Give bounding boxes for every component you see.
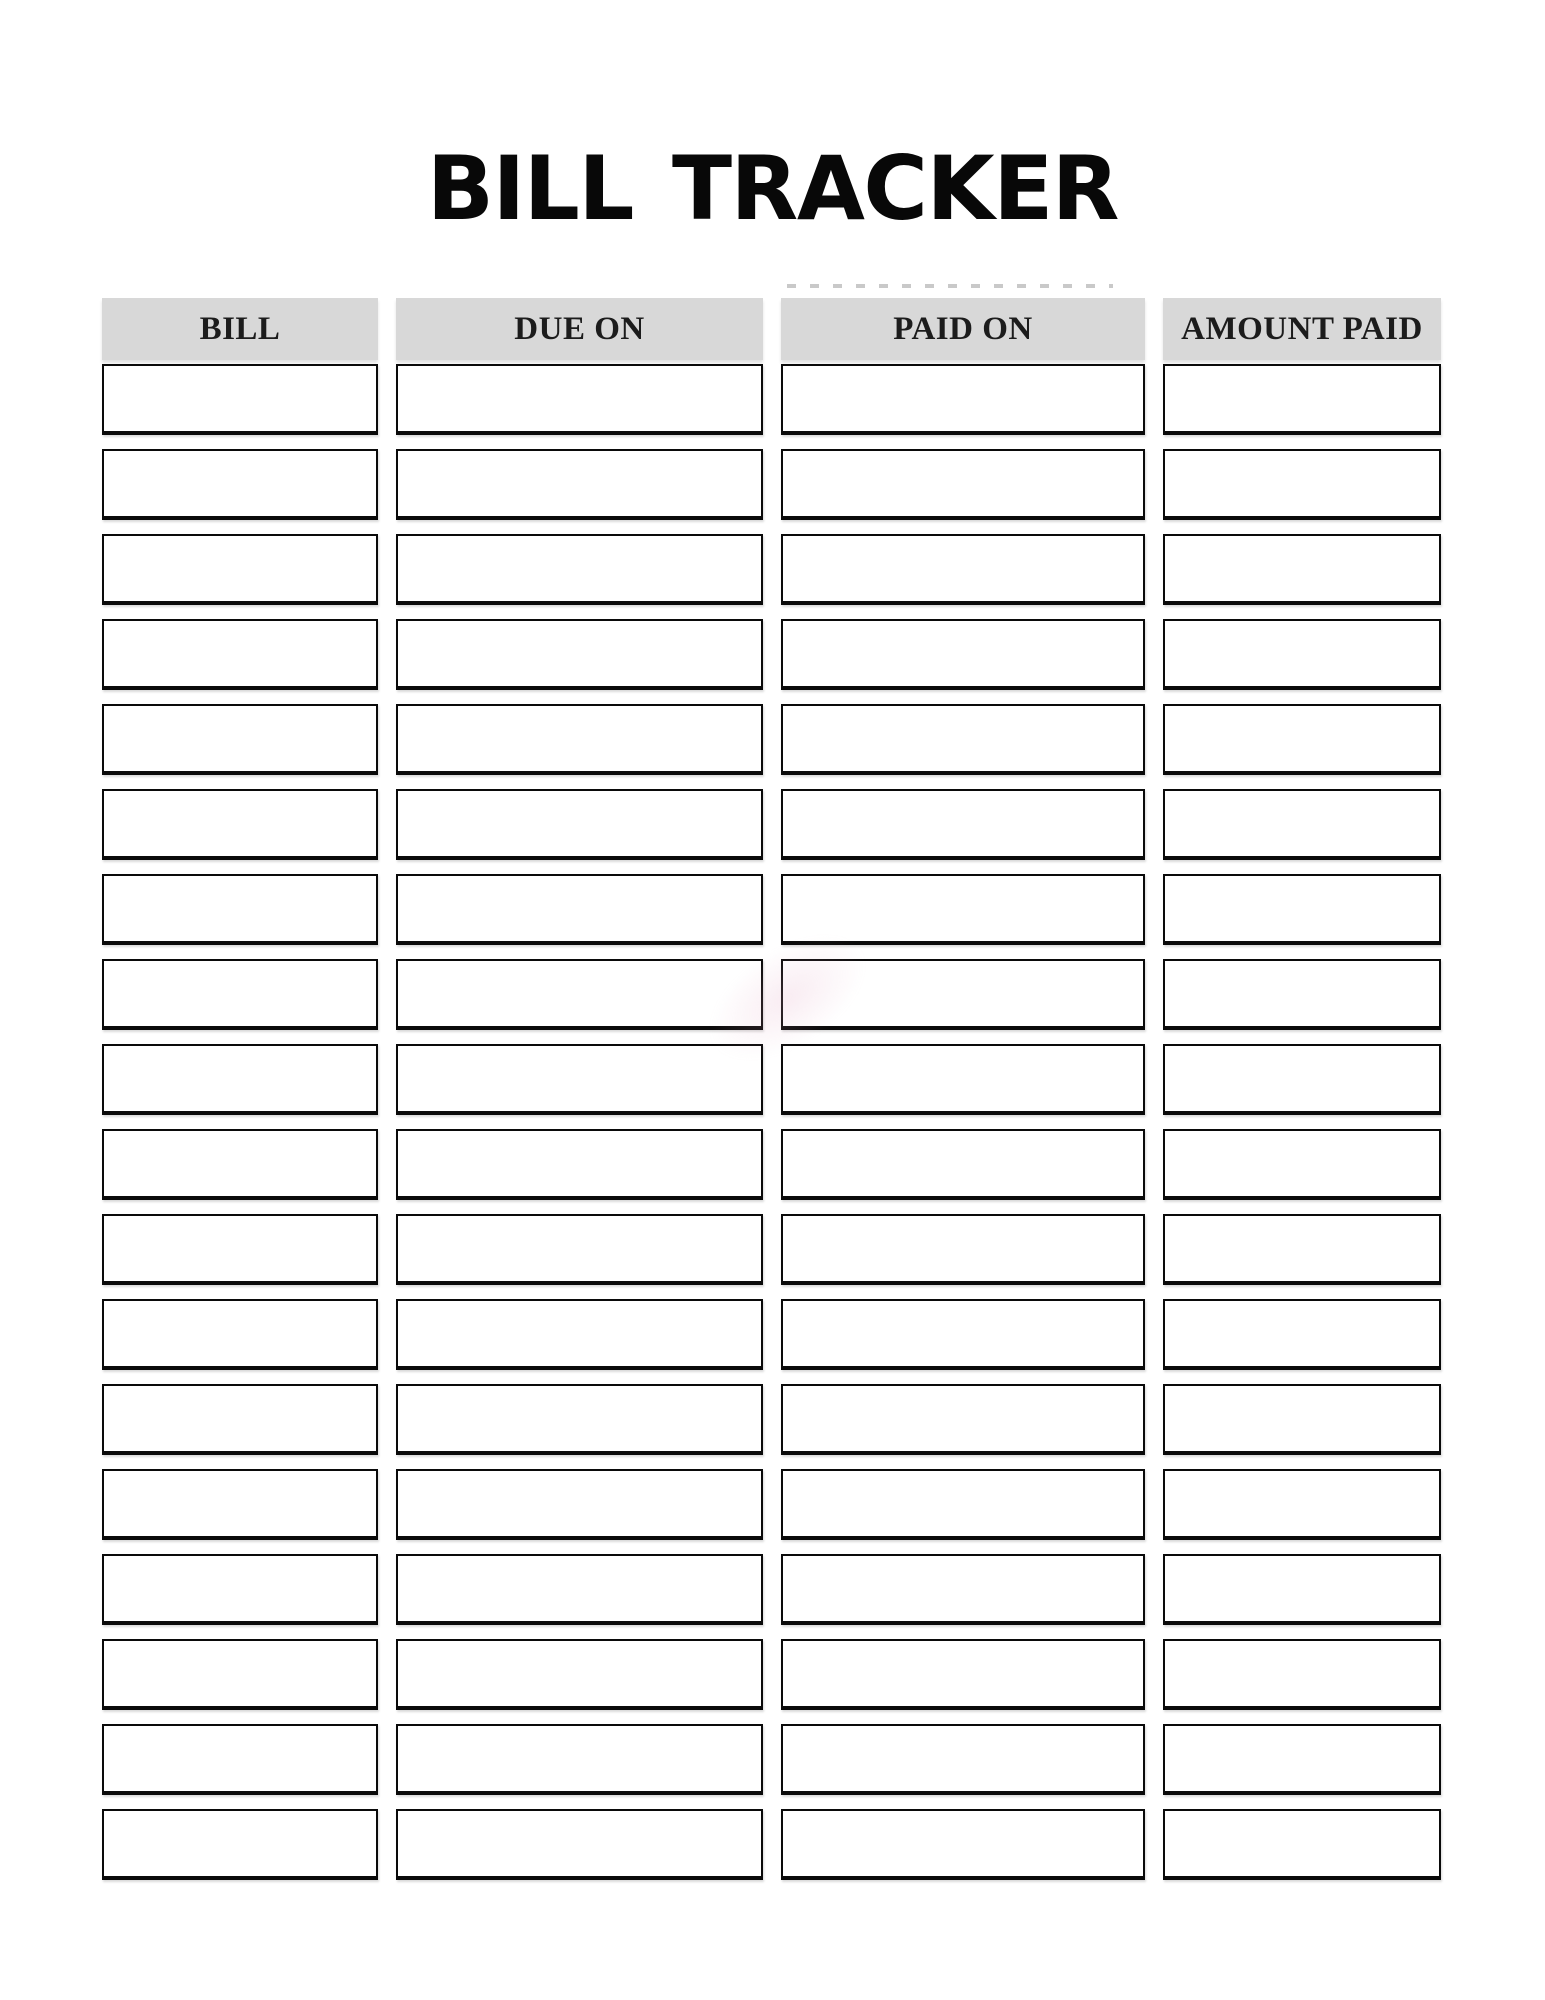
row-15-amount-paid-cell[interactable]	[1163, 1554, 1441, 1625]
row-2-paid-on-cell[interactable]	[781, 449, 1145, 520]
row-16-paid-on-cell[interactable]	[781, 1639, 1145, 1710]
row-18-due-on-cell[interactable]	[396, 1809, 763, 1880]
row-9-paid-on-cell[interactable]	[781, 1044, 1145, 1115]
row-16-amount-paid-cell[interactable]	[1163, 1639, 1441, 1710]
row-13-amount-paid-cell[interactable]	[1163, 1384, 1441, 1455]
row-3-amount-paid-cell[interactable]	[1163, 534, 1441, 605]
row-10-due-on-cell[interactable]	[396, 1129, 763, 1200]
row-5-due-on-cell[interactable]	[396, 704, 763, 775]
row-7-due-on-cell[interactable]	[396, 874, 763, 945]
row-10-bill-cell[interactable]	[102, 1129, 378, 1200]
row-7-paid-on-cell[interactable]	[781, 874, 1145, 945]
row-7-bill-cell[interactable]	[102, 874, 378, 945]
column-header-due-on: DUE ON	[396, 298, 763, 360]
row-10-amount-paid-cell[interactable]	[1163, 1129, 1441, 1200]
row-4-paid-on-cell[interactable]	[781, 619, 1145, 690]
row-11-paid-on-cell[interactable]	[781, 1214, 1145, 1285]
row-9-amount-paid-cell[interactable]	[1163, 1044, 1441, 1115]
row-14-due-on-cell[interactable]	[396, 1469, 763, 1540]
bill-table	[102, 298, 1441, 1880]
row-9-due-on-cell[interactable]	[396, 1044, 763, 1115]
row-15-due-on-cell[interactable]	[396, 1554, 763, 1625]
row-8-due-on-cell[interactable]	[396, 959, 763, 1030]
row-10-paid-on-cell[interactable]	[781, 1129, 1145, 1200]
column-header-bill: BILL	[102, 298, 378, 360]
row-18-bill-cell[interactable]	[102, 1809, 378, 1880]
row-3-bill-cell[interactable]	[102, 534, 378, 605]
row-4-amount-paid-cell[interactable]	[1163, 619, 1441, 690]
row-6-paid-on-cell[interactable]	[781, 789, 1145, 860]
row-1-paid-on-cell[interactable]	[781, 364, 1145, 435]
row-4-bill-cell[interactable]	[102, 619, 378, 690]
row-13-bill-cell[interactable]	[102, 1384, 378, 1455]
row-18-amount-paid-cell[interactable]	[1163, 1809, 1441, 1880]
row-13-due-on-cell[interactable]	[396, 1384, 763, 1455]
row-4-due-on-cell[interactable]	[396, 619, 763, 690]
bill-table-rows	[102, 364, 1441, 1880]
row-1-amount-paid-cell[interactable]	[1163, 364, 1441, 435]
row-18-paid-on-cell[interactable]	[781, 1809, 1145, 1880]
bill-table-header-row	[102, 298, 1441, 360]
row-15-bill-cell[interactable]	[102, 1554, 378, 1625]
row-5-paid-on-cell[interactable]	[781, 704, 1145, 775]
row-9-bill-cell[interactable]	[102, 1044, 378, 1115]
row-14-bill-cell[interactable]	[102, 1469, 378, 1540]
row-14-amount-paid-cell[interactable]	[1163, 1469, 1441, 1540]
row-5-amount-paid-cell[interactable]	[1163, 704, 1441, 775]
row-12-due-on-cell[interactable]	[396, 1299, 763, 1370]
column-header-amount-paid: AMOUNT PAID	[1163, 298, 1441, 360]
row-11-due-on-cell[interactable]	[396, 1214, 763, 1285]
column-header-paid-on: PAID ON	[781, 298, 1145, 360]
row-3-due-on-cell[interactable]	[396, 534, 763, 605]
row-8-bill-cell[interactable]	[102, 959, 378, 1030]
row-1-bill-cell[interactable]	[102, 364, 378, 435]
row-7-amount-paid-cell[interactable]	[1163, 874, 1441, 945]
row-2-due-on-cell[interactable]	[396, 449, 763, 520]
row-11-bill-cell[interactable]	[102, 1214, 378, 1285]
row-12-bill-cell[interactable]	[102, 1299, 378, 1370]
row-12-amount-paid-cell[interactable]	[1163, 1299, 1441, 1370]
row-17-bill-cell[interactable]	[102, 1724, 378, 1795]
row-14-paid-on-cell[interactable]	[781, 1469, 1145, 1540]
row-12-paid-on-cell[interactable]	[781, 1299, 1145, 1370]
row-8-amount-paid-cell[interactable]	[1163, 959, 1441, 1030]
row-2-bill-cell[interactable]	[102, 449, 378, 520]
watermark-dash-artifact	[787, 284, 1113, 288]
row-2-amount-paid-cell[interactable]	[1163, 449, 1441, 520]
row-1-due-on-cell[interactable]	[396, 364, 763, 435]
row-3-paid-on-cell[interactable]	[781, 534, 1145, 605]
row-16-due-on-cell[interactable]	[396, 1639, 763, 1710]
row-17-due-on-cell[interactable]	[396, 1724, 763, 1795]
row-11-amount-paid-cell[interactable]	[1163, 1214, 1441, 1285]
row-13-paid-on-cell[interactable]	[781, 1384, 1145, 1455]
row-5-bill-cell[interactable]	[102, 704, 378, 775]
row-15-paid-on-cell[interactable]	[781, 1554, 1145, 1625]
page-title: BILL TRACKER	[426, 137, 1119, 240]
row-6-amount-paid-cell[interactable]	[1163, 789, 1441, 860]
row-17-paid-on-cell[interactable]	[781, 1724, 1145, 1795]
row-17-amount-paid-cell[interactable]	[1163, 1724, 1441, 1795]
row-6-due-on-cell[interactable]	[396, 789, 763, 860]
row-6-bill-cell[interactable]	[102, 789, 378, 860]
row-16-bill-cell[interactable]	[102, 1639, 378, 1710]
